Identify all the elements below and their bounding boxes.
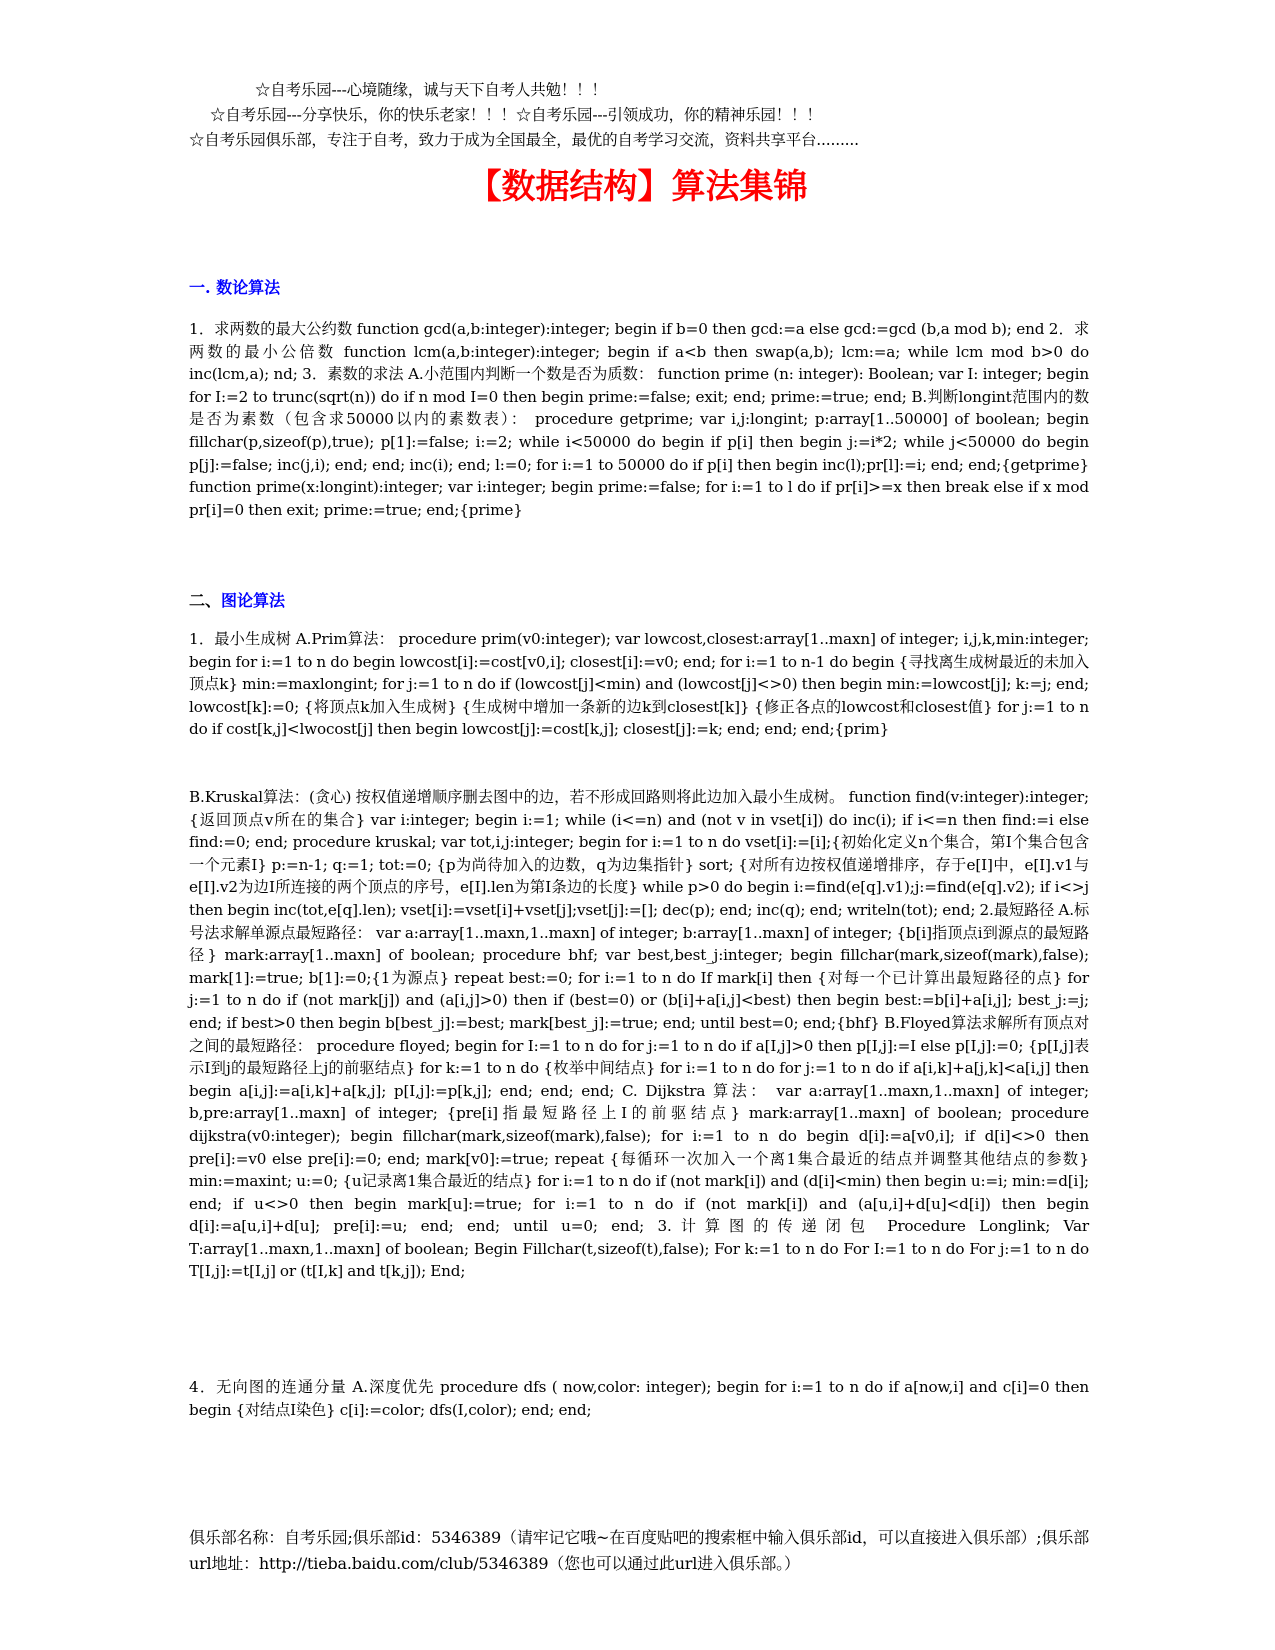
document-title: 【数据结构】算法集锦 [467,167,808,207]
footer-club-info: 俱乐部名称：自考乐园;俱乐部id：5346389（请牢记它哦~在百度贴吧的搜索框中输入俱乐部id，可以直接进入俱乐部）;俱乐部url地址：http://tieba.baidu.com/club/5346389（您也可以通过此url进入俱乐部。） [189,1528,1089,1573]
section-heading-number-theory [189,278,280,298]
section-paragraph-kruskal-shortest-path: B.Kruskal算法：(贪心) 按权值递增顺序删去图中的边，若不形成回路则将此边加入最小生成树。 function find(v:integer):integer; {返回顶点v所在的集合} var i:integer; begin i:=1; while (i<=n) and (not v in vset[i]) do inc(i); if i<=n then find:=i else find:=0; end; procedure kruskal; var tot,i,j:integer; begin for i:=1 to n do vset[i]:=[i];{初始化定义n个集合，第I个集合包含一个元素I} p:=n-1; q:=1; tot:=0; {p为尚待加入的边数，q为边集指针} sort; {对所有边按权值递增排序，存于e[I]中，e[I].v1与e[I].v2为边I所连接的两个顶点的序号，e[I].len为第I条边的长度} while p>0 do begin i:=find(e[q].v1);j:=find(e[q].v2); if i<>j then begin inc(tot,e[q].len); vset[i]:=vset[i]+vset[j];vset[j]:=[]; dec(p); end; inc(q); end; writeln(tot); end; 2.最短路径 A.标号法求解单源点最短路径： var a:array[1..maxn,1..maxn] of integer; b:array[1..maxn] of integer; {b[i]指顶点i到源点的最短路径} mark:array[1..maxn] of boolean; procedure bhf; var best,best_j:integer; begin fillchar(mark,sizeof(mark),false); mark[1]:=true; b[1]:=0;{1为源点} repeat best:=0; for i:=1 to n do If mark[i] then {对每一个已计算出最短路径的点} for j:=1 to n do if (not mark[j]) and (a[i,j]>0) then if (best=0) or (b[i]+a[i,j]<best) then begin best:=b[i]+a[i,j]; best_j:=j; end; if best>0 then begin b[best_j]:=best; mark[best_j]:=true; end; until best=0; end;{bhf} B.Floyed算法求解所有顶点对之间的最短路径： procedure floyed; begin for I:=1 to n do for j:=1 to n do if a[I,j]>0 then p[I,j]:=I else p[I,j]:=0; {p[I,j]表示I到j的最短路径上j的前驱结点} for k:=1 to n do {枚举中间结点} for i:=1 to n do for j:=1 to n do if a[i,k]+a[j,k]<a[i,j] then begin a[i,j]:=a[i,k]+a[k,j]; p[I,j]:=p[k,j]; end; end; end; C. Dijkstra 算法： var a:array[1..maxn,1..maxn] of integer; b,pre:array[1..maxn] of integer; {pre[i]指最短路径上I的前驱结点} mark:array[1..maxn] of boolean; procedure dijkstra(v0:integer); begin fillchar(mark,sizeof(mark),false); for i:=1 to n do begin d[i]:=a[v0,i]; if d[i]<>0 then pre[i]:=v0 else pre[i]:=0; end; mark[v0]:=true; repeat {每循环一次加入一个离1集合最近的结点并调整其他结点的参数} min:=maxint; u:=0; {u记录离1集合最近的结点} for i:=1 to n do if (not mark[i]) and (d[i]<min) then begin u:=i; min:=d[i]; end; if u<>0 then begin mark[u]:=true; for i:=1 to n do if (not mark[i]) and (a[u,i]+d[u]<d[i]) then begin d[i]:=a[u,i]+d[u]; pre[i]:=u; end; end; until u=0; end; 3.计算图的传递闭包 Procedure Longlink; Var T:array[1..maxn,1..maxn] of boolean; Begin Fillchar(t,sizeof(t),false); For k:=1 to n do For I:=1 to n do For j:=1 to n do T[I,j]:=t[I,j] or (t[I,k] and t[k,j]); End; [189,788,1089,1281]
header-line-3: ☆自考乐园俱乐部，专注于自考，致力于成为全国最全，最优的自考学习交流，资料共享平台......... [189,131,859,149]
section-paragraph-prim: 1．最小生成树 A.Prim算法： procedure prim(v0:integer); var lowcost,closest:array[1..maxn] of integer; i,j,k,min:integer; begin for i:=1 to n do begin lowcost[i]:=cost[v0,i]; closest[i]:=v0; end; for i:=1 to n-1 do begin {寻找离生成树最近的未加入顶点k} min:=maxlongint; for j:=1 to n do if (lowcost[j]<min) and (lowcost[j]<>0) then begin min:=lowcost[j]; k:=j; end; lowcost[k]:=0; {将顶点k加入生成树} {生成树中增加一条新的边k到closest[k]} {修正各点的lowcost和closest值} for j:=1 to n do if cost[k,j]<lwocost[j] then begin lowcost[j]:=cost[k,j]; closest[j]:=k; end; end; end;{prim} [189,630,1089,739]
section-heading-graph-theory [189,591,285,611]
section-title: 图论算法 [221,591,286,610]
section-title: 数论算法 [216,278,281,297]
header-line-2: ☆自考乐园---分享快乐，你的快乐老家！！！☆自考乐园---引领成功，你的精神乐园！！！ [210,106,822,124]
section-number: 二、 [189,591,222,610]
header-line-1: ☆自考乐园---心境随缘，诚与天下自考人共勉！！！ [255,81,607,99]
section-paragraph-connected-components: 4．无向图的连通分量 A.深度优先 procedure dfs ( now,color: integer); begin for i:=1 to n do if a[now,i] and c[i]=0 then begin {对结点I染色} c[i]:=color; dfs(I,color); end; end; [189,1378,1089,1419]
section-paragraph-number-theory: 1．求两数的最大公约数 function gcd(a,b:integer):integer; begin if b=0 then gcd:=a else gcd:=gcd (b,a mod b); end 2．求两数的最小公倍数 function lcm(a,b:integer):integer; begin if a<b then swap(a,b); lcm:=a; while lcm mod b>0 do inc(lcm,a); nd; 3．素数的求法 A.小范围内判断一个数是否为质数： function prime (n: integer): Boolean; var I: integer; begin for I:=2 to trunc(sqrt(n)) do if n mod I=0 then begin prime:=false; exit; end; prime:=true; end; B.判断longint范围内的数是否为素数（包含求50000以内的素数表）： procedure getprime; var i,j:longint; p:array[1..50000] of boolean; begin fillchar(p,sizeof(p),true); p[1]:=false; i:=2; while i<50000 do begin if p[i] then begin j:=i*2; while j<50000 do begin p[j]:=false; inc(j,i); end; end; inc(i); end; l:=0; for i:=1 to 50000 do if p[i] then begin inc(l);pr[l]:=i; end; end;{getprime} function prime(x:longint):integer; var i:integer; begin prime:=false; for i:=1 to l do if pr[i]>=x then break else if x mod pr[i]=0 then exit; prime:=true; end;{prime} [189,320,1089,519]
section-number: 一. [189,278,211,297]
